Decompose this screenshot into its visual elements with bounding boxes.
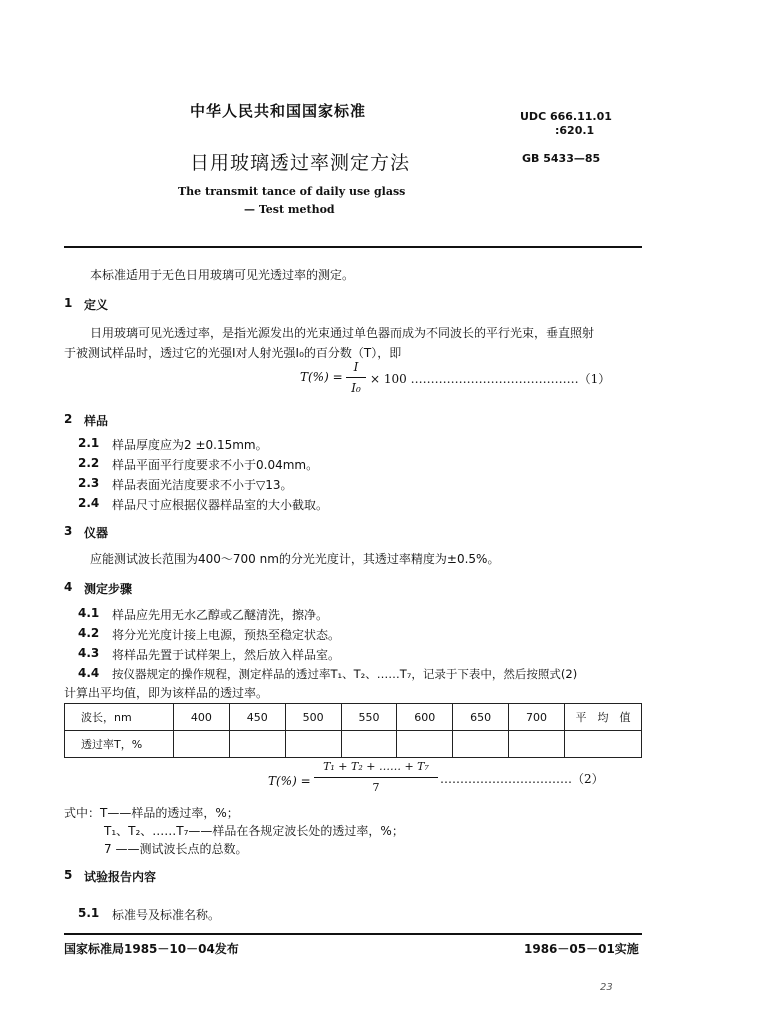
table-header-row [65,704,642,731]
section-1-paragraph-line1: 日用玻璃可见光透过率，是指光源发出的光束通过单色器而成为不同波长的平行光束，垂直照射 [90,326,595,340]
item-5-1-number: 5.1 [78,906,100,920]
table-row-label: 透过率T，% [65,731,174,758]
item-2-4-text: 样品尺寸应根据仪器样品室的大小截取。 [112,498,329,512]
table-header-cell: 500 [285,704,341,731]
formula-2-right: ……………………………（2） [440,772,604,786]
formula-legend-line1: 式中：T——样品的透过率，%； [64,806,239,820]
item-2-2-number: 2.2 [78,456,100,470]
item-2-2-text: 样品平面平行度要求不小于0.04mm。 [112,458,319,472]
item-4-1-number: 4.1 [78,606,100,620]
section-4-number: 4 [64,580,73,594]
transmittance-table [64,703,642,758]
formula-2-left: T(%) = [268,774,311,788]
item-4-2-number: 4.2 [78,626,100,640]
formula-1-right: × 100 ……………………………………（1） [370,372,611,386]
item-4-4-text: 按仪器规定的操作规程，测定样品的透过率T₁、T₂、……T₇，记录于下表中，然后按照式(2) [112,667,578,681]
section-2-title: 样品 [84,414,109,428]
section-1-paragraph-line2: 于被测试样品时，透过它的光强I对人射光强I₀的百分数（T），即 [64,346,402,360]
gb-number: GB 5433—85 [522,152,601,165]
section-3-title: 仪器 [84,526,109,540]
english-title-line1: The transmit tance of daily use glass [178,185,406,198]
english-title-line2: — Test method [244,203,335,216]
item-2-1-text: 样品厚度应为2 ±0.15mm。 [112,438,268,452]
table-header-label: 波长，nm [65,704,174,731]
item-4-2-text: 将分光光度计接上电源，预热至稳定状态。 [112,628,341,642]
section-1-number: 1 [64,296,73,310]
table-cell [341,731,397,758]
table-header-cell: 450 [229,704,285,731]
formula-1-left: T(%) = [300,370,343,384]
section-4-title: 测定步骤 [84,582,133,596]
table-header-cell: 650 [453,704,509,731]
section-3-paragraph: 应能测试波长范围为400～700 nm的分光光度计，其透过率精度为±0.5%。 [90,552,500,566]
table-header-cell: 600 [397,704,453,731]
table-header-cell: 平 均 值 [565,704,642,731]
table-header-cell: 550 [341,704,397,731]
formula-1-denominator: I₀ [351,381,361,395]
item-2-3-text: 样品表面光洁度要求不小于▽13。 [112,478,293,492]
formula-1-numerator: I [353,360,359,374]
item-2-3-number: 2.3 [78,476,100,490]
section-5-number: 5 [64,868,73,882]
formula-2-fraction-bar [314,777,438,778]
item-4-1-text: 样品应先用无水乙醇或乙醚清洗，擦净。 [112,608,329,622]
table-cell [285,731,341,758]
item-2-1-number: 2.1 [78,436,100,450]
table-header-cell: 400 [174,704,230,731]
udc-code-suffix: :620.1 [555,124,595,137]
formula-legend-line2: T₁、T₂、……T₇——样品在各规定波长处的透过率，%； [104,824,404,838]
scope-paragraph: 本标准适用于无色日用玻璃可见光透过率的测定。 [90,268,355,282]
table-header-cell: 700 [509,704,565,731]
issue-date: 国家标准局1985－10－04发布 [64,942,239,956]
effective-date: 1986－05－01实施 [524,942,639,956]
header-divider [64,246,642,248]
table-cell [397,731,453,758]
formula-2-numerator: T₁ + T₂ + …… + T₇ [323,760,429,773]
table-cell [229,731,285,758]
document-title: 日用玻璃透过率测定方法 [190,152,411,174]
section-5-title: 试验报告内容 [84,870,157,884]
section-3-number: 3 [64,524,73,538]
table-cell [174,731,230,758]
item-2-4-number: 2.4 [78,496,100,510]
formula-1-fraction-bar [346,377,366,378]
page-number: 23 [600,982,613,993]
table-cell [565,731,642,758]
table-cell [509,731,565,758]
table-row [65,731,642,758]
section-1-title: 定义 [84,298,109,312]
udc-code: UDC 666.11.01 [520,110,612,123]
item-4-3-text: 将样品先置于试样架上，然后放入样品室。 [112,648,341,662]
item-4-3-number: 4.3 [78,646,100,660]
item-4-4-continuation: 计算出平均值，即为该样品的透过率。 [64,686,269,700]
formula-legend-line3: 7 ——测试波长点的总数。 [104,842,248,856]
formula-2-denominator: 7 [372,781,380,794]
footer-divider [64,933,642,935]
table-cell [453,731,509,758]
item-5-1-text: 标准号及标准名称。 [112,908,221,922]
section-2-number: 2 [64,412,73,426]
national-standard-heading: 中华人民共和国国家标准 [190,102,367,120]
item-4-4-number: 4.4 [78,666,100,680]
